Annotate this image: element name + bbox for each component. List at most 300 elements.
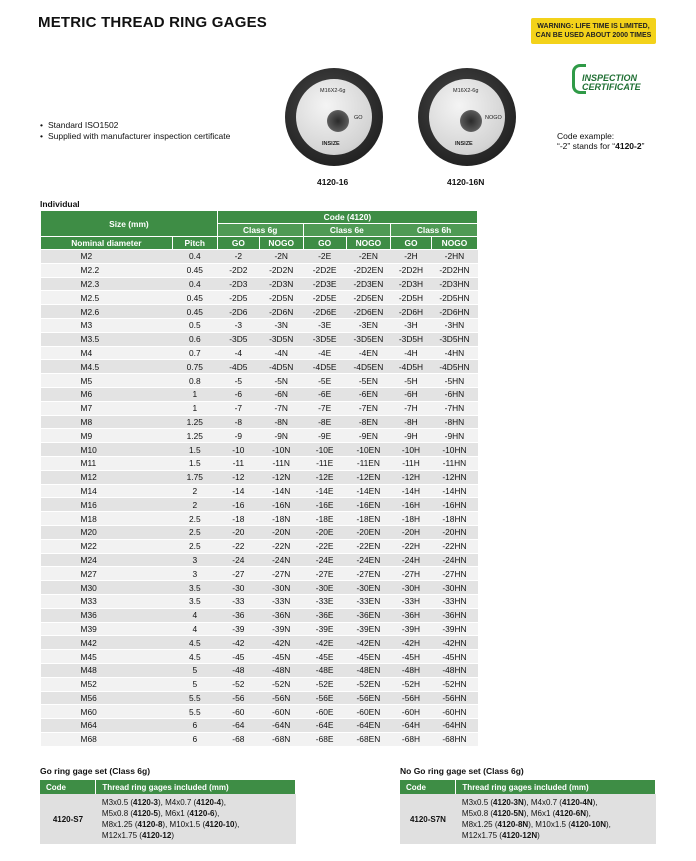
code-cell: -2HN — [431, 250, 477, 264]
code-cell: -56EN — [346, 691, 390, 705]
code-cell: -45 — [217, 650, 259, 664]
nominal-cell: M20 — [41, 525, 173, 539]
code-cell: -4EN — [346, 346, 390, 360]
code-cell: -2D6EN — [346, 305, 390, 319]
table-row — [41, 594, 478, 608]
code-cell: -3D5HN — [431, 332, 477, 346]
set-included-list — [96, 794, 296, 844]
pitch-cell: 2 — [172, 498, 217, 512]
table-row — [41, 318, 478, 332]
code-cell: -68 — [217, 732, 259, 746]
code-cell: -8HN — [431, 415, 477, 429]
code-cell: -68HN — [431, 732, 477, 746]
code-cell: -36H — [391, 608, 432, 622]
code-cell: -10 — [217, 443, 259, 457]
code-cell: -12E — [303, 470, 346, 484]
code-cell: -27E — [303, 567, 346, 581]
code-cell: -4D5E — [303, 360, 346, 374]
code-cell: -5N — [259, 374, 303, 388]
code-cell: -4D5EN — [346, 360, 390, 374]
nominal-cell: M18 — [41, 512, 173, 526]
code-cell: -18H — [391, 512, 432, 526]
go-header: GO — [303, 237, 346, 250]
code-cell: -20H — [391, 525, 432, 539]
code-cell: -39N — [259, 622, 303, 636]
nominal-cell: M5 — [41, 374, 173, 388]
code-cell: -14H — [391, 484, 432, 498]
pitch-cell: 3.5 — [172, 594, 217, 608]
nominal-cell: M60 — [41, 705, 173, 719]
code-cell: -48E — [303, 663, 346, 677]
code-cell: -56 — [217, 691, 259, 705]
nominal-cell: M9 — [41, 429, 173, 443]
nominal-cell: M6 — [41, 387, 173, 401]
warning-line-1: WARNING: LIFE TIME IS LIMITED, — [537, 23, 650, 30]
table-row — [41, 470, 478, 484]
code-cell: -16 — [217, 498, 259, 512]
code-cell: -8N — [259, 415, 303, 429]
code-cell: -4D5HN — [431, 360, 477, 374]
code-cell: -3D5EN — [346, 332, 390, 346]
nogo-header: NOGO — [259, 237, 303, 250]
set-included-line: M3x0.5 (4120-3N), M4x0.7 (4120-4N), — [461, 798, 598, 807]
nominal-cell: M42 — [41, 636, 173, 650]
code-cell: -27EN — [346, 567, 390, 581]
code-cell: -24H — [391, 553, 432, 567]
code-cell: -22HN — [431, 539, 477, 553]
code-cell: -33EN — [346, 594, 390, 608]
code-cell: -14EN — [346, 484, 390, 498]
feature-item: • Standard ISO1502 — [40, 120, 230, 131]
table-row — [41, 719, 478, 733]
code-cell: -64N — [259, 719, 303, 733]
code-cell: -16EN — [346, 498, 390, 512]
code-cell: -39HN — [431, 622, 477, 636]
pitch-cell: 3.5 — [172, 581, 217, 595]
code-cell: -18HN — [431, 512, 477, 526]
ring-gage-nogo-image — [418, 68, 516, 166]
code-cell: -3D5E — [303, 332, 346, 346]
code-cell: -5HN — [431, 374, 477, 388]
code-cell: -42 — [217, 636, 259, 650]
pitch-cell: 5.5 — [172, 691, 217, 705]
gage-face — [296, 79, 372, 155]
code-cell: -64HN — [431, 719, 477, 733]
code-cell: -11HN — [431, 456, 477, 470]
nominal-cell: M12 — [41, 470, 173, 484]
code-cell: -30N — [259, 581, 303, 595]
nominal-cell: M36 — [41, 608, 173, 622]
code-cell: -27H — [391, 567, 432, 581]
table-row — [41, 484, 478, 498]
page-title: METRIC THREAD RING GAGES — [38, 14, 267, 31]
pitch-cell: 2.5 — [172, 525, 217, 539]
set-code: 4120-S7 — [40, 794, 96, 844]
code-cell: -6H — [391, 387, 432, 401]
code-cell: -2D6 — [217, 305, 259, 319]
table-row — [41, 732, 478, 746]
code-cell: -39E — [303, 622, 346, 636]
code-cell: -10H — [391, 443, 432, 457]
code-cell: -10EN — [346, 443, 390, 457]
section-label-individual: Individual — [40, 199, 80, 209]
code-cell: -12H — [391, 470, 432, 484]
pitch-cell: 0.6 — [172, 332, 217, 346]
code-cell: -18 — [217, 512, 259, 526]
code-cell: -7E — [303, 401, 346, 415]
table-row — [41, 360, 478, 374]
certificate-logo-line-1: INSPECTION — [582, 73, 638, 83]
code-cell: -2D3EN — [346, 277, 390, 291]
code-cell: -36HN — [431, 608, 477, 622]
code-cell: -11 — [217, 456, 259, 470]
pitch-cell: 1.5 — [172, 456, 217, 470]
code-cell: -11EN — [346, 456, 390, 470]
code-cell: -68H — [391, 732, 432, 746]
nominal-cell: M3 — [41, 318, 173, 332]
code-cell: -27HN — [431, 567, 477, 581]
code-cell: -5EN — [346, 374, 390, 388]
nominal-cell: M11 — [41, 456, 173, 470]
gage-caption-nogo: 4120-16N — [447, 177, 485, 187]
code-cell: -2H — [391, 250, 432, 264]
code-cell: -42E — [303, 636, 346, 650]
code-cell: -18N — [259, 512, 303, 526]
pitch-cell: 4.5 — [172, 650, 217, 664]
code-cell: -56H — [391, 691, 432, 705]
code-cell: -42EN — [346, 636, 390, 650]
code-cell: -45H — [391, 650, 432, 664]
code-cell: -4D5 — [217, 360, 259, 374]
set-included-line: M8x1.25 (4120-8N), M10x1.5 (4120-10N), — [461, 820, 611, 829]
code-cell: -11H — [391, 456, 432, 470]
code-cell: -2D6HN — [431, 305, 477, 319]
nominal-cell: M2 — [41, 250, 173, 264]
code-cell: -9H — [391, 429, 432, 443]
code-cell: -39EN — [346, 622, 390, 636]
gage-brand: INSIZE — [455, 141, 473, 147]
code-cell: -2D2H — [391, 263, 432, 277]
code-cell: -8EN — [346, 415, 390, 429]
table-row — [41, 581, 478, 595]
pitch-cell: 4 — [172, 608, 217, 622]
code-cell: -24HN — [431, 553, 477, 567]
table-row — [41, 456, 478, 470]
pitch-cell: 5.5 — [172, 705, 217, 719]
code-cell: -24EN — [346, 553, 390, 567]
nominal-diameter-header: Nominal diameter — [41, 237, 173, 250]
gage-thread-hole — [327, 110, 349, 132]
table-row — [41, 415, 478, 429]
size-header: Size (mm) — [41, 211, 218, 237]
nominal-cell: M45 — [41, 650, 173, 664]
nominal-cell: M2.3 — [41, 277, 173, 291]
code-cell: -6E — [303, 387, 346, 401]
pitch-cell: 0.45 — [172, 291, 217, 305]
code-cell: -60N — [259, 705, 303, 719]
table-row — [41, 374, 478, 388]
code-example-label: Code example: — [557, 131, 615, 141]
table-row — [41, 553, 478, 567]
class-header: Class 6h — [391, 224, 478, 237]
code-cell: -11N — [259, 456, 303, 470]
code-cell: -16E — [303, 498, 346, 512]
table-row — [41, 525, 478, 539]
code-cell: -68E — [303, 732, 346, 746]
code-cell: -4E — [303, 346, 346, 360]
code-cell: -3H — [391, 318, 432, 332]
set-code-header: Code — [400, 780, 456, 794]
table-row — [41, 291, 478, 305]
code-cell: -60HN — [431, 705, 477, 719]
set-included-line: M5x0.8 (4120-5N), M6x1 (4120-6N), — [461, 809, 591, 818]
code-cell: -60 — [217, 705, 259, 719]
table-row — [41, 277, 478, 291]
nogo-set-title: No Go ring gage set (Class 6g) — [400, 766, 524, 776]
nominal-cell: M2.6 — [41, 305, 173, 319]
table-row — [41, 346, 478, 360]
code-cell: -3 — [217, 318, 259, 332]
set-included-line: M3x0.5 (4120-3), M4x0.7 (4120-4), — [101, 798, 227, 807]
code-cell: -12EN — [346, 470, 390, 484]
code-cell: -7HN — [431, 401, 477, 415]
pitch-cell: 0.45 — [172, 263, 217, 277]
code-cell: -68EN — [346, 732, 390, 746]
pitch-cell: 6 — [172, 732, 217, 746]
nominal-cell: M30 — [41, 581, 173, 595]
nominal-cell: M64 — [41, 719, 173, 733]
code-cell: -48HN — [431, 663, 477, 677]
gage-side-label: NOGO — [485, 115, 502, 121]
code-cell: -64EN — [346, 719, 390, 733]
code-cell: -52H — [391, 677, 432, 691]
code-cell: -22EN — [346, 539, 390, 553]
pitch-cell: 1 — [172, 401, 217, 415]
code-cell: -56N — [259, 691, 303, 705]
code-cell: -22 — [217, 539, 259, 553]
code-cell: -9EN — [346, 429, 390, 443]
code-cell: -30EN — [346, 581, 390, 595]
code-cell: -22H — [391, 539, 432, 553]
set-code: 4120-S7N — [400, 794, 456, 844]
set-code-header: Code — [40, 780, 96, 794]
table-row — [41, 387, 478, 401]
go-set-title: Go ring gage set (Class 6g) — [40, 766, 151, 776]
table-row — [41, 705, 478, 719]
code-cell: -14E — [303, 484, 346, 498]
code-cell: -20HN — [431, 525, 477, 539]
code-cell: -2EN — [346, 250, 390, 264]
pitch-cell: 4 — [172, 622, 217, 636]
code-cell: -30HN — [431, 581, 477, 595]
code-cell: -2D5HN — [431, 291, 477, 305]
code-cell: -48N — [259, 663, 303, 677]
pitch-cell: 5 — [172, 663, 217, 677]
code-cell: -56HN — [431, 691, 477, 705]
code-cell: -48H — [391, 663, 432, 677]
code-cell: -20 — [217, 525, 259, 539]
code-cell: -2D3H — [391, 277, 432, 291]
nominal-cell: M56 — [41, 691, 173, 705]
nogo-header: NOGO — [431, 237, 477, 250]
table-row — [41, 691, 478, 705]
code-cell: -5H — [391, 374, 432, 388]
set-included-header: Thread ring gages included (mm) — [96, 780, 296, 794]
nominal-cell: M24 — [41, 553, 173, 567]
pitch-cell: 1.25 — [172, 415, 217, 429]
code-cell: -5E — [303, 374, 346, 388]
code-cell: -4H — [391, 346, 432, 360]
feature-item: • Supplied with manufacturer inspection certificate — [40, 131, 230, 142]
code-cell: -33E — [303, 594, 346, 608]
nominal-cell: M2.5 — [41, 291, 173, 305]
code-cell: -2D3N — [259, 277, 303, 291]
gage-caption-go: 4120-16 — [317, 177, 349, 187]
code-cell: -42H — [391, 636, 432, 650]
pitch-cell: 3 — [172, 553, 217, 567]
nominal-cell: M4 — [41, 346, 173, 360]
code-cell: -2D2EN — [346, 263, 390, 277]
nominal-cell: M39 — [41, 622, 173, 636]
nominal-cell: M33 — [41, 594, 173, 608]
code-cell: -64 — [217, 719, 259, 733]
nominal-cell: M22 — [41, 539, 173, 553]
table-row — [41, 429, 478, 443]
code-cell: -60H — [391, 705, 432, 719]
table-row — [41, 567, 478, 581]
code-cell: -7H — [391, 401, 432, 415]
warning-line-2: CAN BE USED ABOUT 2000 TIMES — [535, 32, 652, 39]
class-header: Class 6e — [303, 224, 391, 237]
nominal-cell: M10 — [41, 443, 173, 457]
code-cell: -4D5N — [259, 360, 303, 374]
code-cell: -2D2E — [303, 263, 346, 277]
code-cell: -2D5N — [259, 291, 303, 305]
code-cell: -2D3E — [303, 277, 346, 291]
code-cell: -2D6N — [259, 305, 303, 319]
go-header: GO — [391, 237, 432, 250]
table-row — [41, 250, 478, 264]
code-cell: -2 — [217, 250, 259, 264]
code-cell: -16H — [391, 498, 432, 512]
nominal-cell: M4.5 — [41, 360, 173, 374]
nominal-cell: M7 — [41, 401, 173, 415]
warning-badge — [531, 18, 656, 44]
code-cell: -2D5 — [217, 291, 259, 305]
code-cell: -27 — [217, 567, 259, 581]
gage-thread-hole — [460, 110, 482, 132]
code-cell: -6EN — [346, 387, 390, 401]
code-cell: -39 — [217, 622, 259, 636]
code-cell: -10HN — [431, 443, 477, 457]
gage-brand: INSIZE — [322, 141, 340, 147]
code-cell: -2D5EN — [346, 291, 390, 305]
code-cell: -2D3HN — [431, 277, 477, 291]
table-row — [41, 443, 478, 457]
code-cell: -60EN — [346, 705, 390, 719]
code-cell: -9HN — [431, 429, 477, 443]
code-cell: -56E — [303, 691, 346, 705]
nominal-cell: M27 — [41, 567, 173, 581]
code-cell: -10E — [303, 443, 346, 457]
pitch-header: Pitch — [172, 237, 217, 250]
code-cell: -16HN — [431, 498, 477, 512]
gage-marking: M16X2-6g — [453, 88, 479, 94]
go-set-table — [40, 780, 296, 844]
table-row — [41, 677, 478, 691]
code-cell: -3E — [303, 318, 346, 332]
pitch-cell: 0.4 — [172, 277, 217, 291]
nominal-cell: M68 — [41, 732, 173, 746]
code-cell: -24 — [217, 553, 259, 567]
code-cell: -64E — [303, 719, 346, 733]
table-row — [41, 401, 478, 415]
code-cell: -36N — [259, 608, 303, 622]
code-cell: -2D3 — [217, 277, 259, 291]
code-cell: -2D5E — [303, 291, 346, 305]
code-cell: -2D6H — [391, 305, 432, 319]
code-cell: -45HN — [431, 650, 477, 664]
pitch-cell: 6 — [172, 719, 217, 733]
class-header: Class 6g — [217, 224, 303, 237]
table-row — [41, 512, 478, 526]
gage-side-label: GO — [354, 115, 363, 121]
code-cell: -36EN — [346, 608, 390, 622]
table-row — [41, 608, 478, 622]
code-cell: -39H — [391, 622, 432, 636]
code-cell: -4 — [217, 346, 259, 360]
set-included-line: M12x1.75 (4120-12) — [101, 831, 174, 840]
pitch-cell: 1.25 — [172, 429, 217, 443]
code-cell: -30H — [391, 581, 432, 595]
gage-size-table — [40, 210, 478, 747]
certificate-logo-line-2: CERTIFICATE — [582, 82, 641, 92]
code-cell: -24N — [259, 553, 303, 567]
pitch-cell: 4.5 — [172, 636, 217, 650]
code-cell: -4HN — [431, 346, 477, 360]
nominal-cell: M48 — [41, 663, 173, 677]
pitch-cell: 1 — [172, 387, 217, 401]
code-cell: -9E — [303, 429, 346, 443]
ring-gage-go-image — [285, 68, 383, 166]
code-cell: -3D5H — [391, 332, 432, 346]
code-cell: -7EN — [346, 401, 390, 415]
nominal-cell: M14 — [41, 484, 173, 498]
code-cell: -33N — [259, 594, 303, 608]
code-cell: -52N — [259, 677, 303, 691]
code-cell: -42HN — [431, 636, 477, 650]
table-row — [41, 650, 478, 664]
code-cell: -9N — [259, 429, 303, 443]
pitch-cell: 2.5 — [172, 539, 217, 553]
table-row — [41, 663, 478, 677]
code-cell: -2D5H — [391, 291, 432, 305]
code-cell: -36 — [217, 608, 259, 622]
code-cell: -5 — [217, 374, 259, 388]
code-cell: -52EN — [346, 677, 390, 691]
code-cell: -6 — [217, 387, 259, 401]
code-cell: -45E — [303, 650, 346, 664]
code-cell: -7N — [259, 401, 303, 415]
code-cell: -10N — [259, 443, 303, 457]
gage-marking: M16X2-6g — [320, 88, 346, 94]
code-cell: -33H — [391, 594, 432, 608]
code-cell: -2N — [259, 250, 303, 264]
code-cell: -3D5N — [259, 332, 303, 346]
code-cell: -8E — [303, 415, 346, 429]
code-cell: -48EN — [346, 663, 390, 677]
pitch-cell: 2.5 — [172, 512, 217, 526]
